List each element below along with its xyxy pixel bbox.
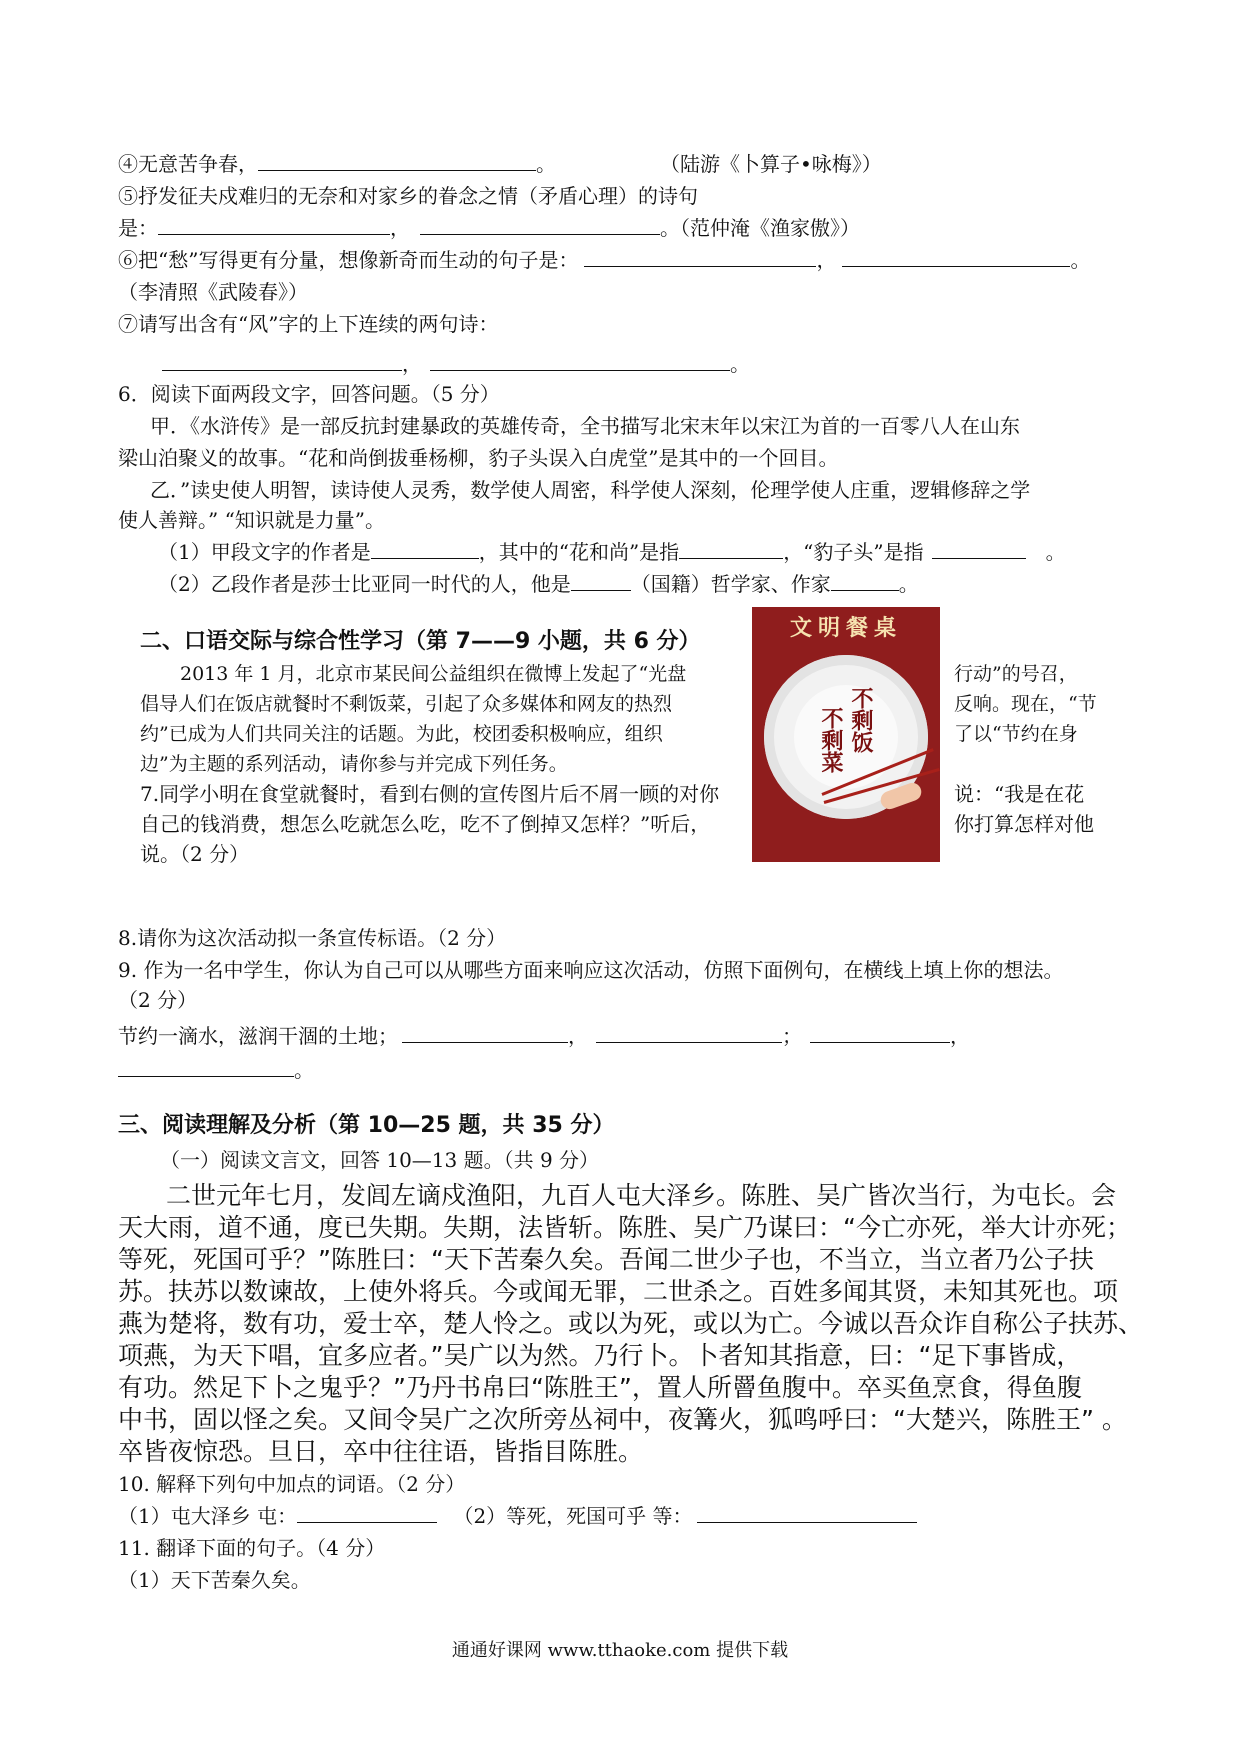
section-2-title: 二、口语交际与综合性学习（第 7——9 小题，共 6 分）: [140, 629, 701, 654]
q10-items: [118, 1502, 917, 1530]
q10: 10. 解释下列句中加点的词语。（2 分）: [118, 1472, 466, 1496]
classical-text-line4: 苏。扶苏以数谏故，上使外将兵。今或闻无罪，二世杀之。百姓多闻其贤，未知其死也。项: [118, 1277, 1119, 1306]
q8: 8.请你为这次活动拟一条宣传标语。（2 分）: [118, 926, 507, 950]
line-text: ，: [950, 1024, 970, 1048]
answer-blank[interactable]: [596, 1024, 782, 1043]
answer-blank[interactable]: [371, 540, 479, 559]
poem-line-7b: [162, 350, 750, 378]
q6-title: 6．阅读下面两段文字，回答问题。（5 分）: [118, 382, 500, 406]
q11-item1: （1）天下苦秦久矣。: [118, 1568, 311, 1592]
line-text: ，: [402, 352, 422, 376]
sec3-subtitle: （一）阅读文言文，回答 10—13 题。（共 9 分）: [160, 1148, 600, 1172]
poem-line-5: ⑤抒发征夫戍难归的无奈和对家乡的眷念之情（矛盾心理）的诗句: [118, 184, 698, 208]
sec2-para-right1: 行动”的号召，: [954, 663, 1078, 685]
q6-jia-line1: 甲．《水浒传》是一部反抗封建暴政的英雄传奇，全书描写北宋末年以宋江为首的一百零八人在山东: [150, 414, 1020, 438]
q6-jia-line2: 梁山泊聚义的故事。“花和尚倒拔垂杨柳，豹子头误入白虎堂”是其中的一个回目。: [118, 446, 839, 470]
answer-blank[interactable]: [430, 352, 730, 371]
poem-line-7: ⑦请写出含有“风”字的上下连续的两句诗：: [118, 312, 499, 336]
poem-source: （李清照《武陵春》）: [118, 280, 308, 304]
line-text: ，其中的“花和尚”是指: [478, 540, 680, 564]
answer-blank[interactable]: [420, 216, 660, 235]
answer-blank[interactable]: [571, 572, 631, 591]
line-text: ，: [568, 1024, 588, 1048]
publicity-poster: [752, 607, 940, 862]
answer-blank[interactable]: [297, 1504, 437, 1523]
poem-line-4: [118, 150, 556, 178]
q7-line2: 自己的钱消费，想怎么吃就怎么吃，吃不了倒掉又怎样？”听后，: [140, 812, 711, 836]
line-text: 。: [898, 572, 919, 596]
classical-text-line2: 天大雨，道不通，度已失期。失期，法皆斩。陈胜、吴广乃谋曰：“今亡亦死，举大计亦死；: [118, 1213, 1131, 1242]
line-text: ，: [816, 248, 837, 272]
answer-blank[interactable]: [402, 1024, 568, 1043]
q9-line1: 9. 作为一名中学生，你认为自己可以从哪些方面来响应这次活动，仿照下面例句，在横线上填上你的想法。: [118, 958, 1064, 982]
line-text: （2）乙段作者是莎士比亚同一时代的人，他是: [158, 572, 571, 596]
q11: 11. 翻译下面的句子。（4 分）: [118, 1536, 386, 1560]
poem-line-6: [118, 246, 1090, 274]
line-text: 。: [1070, 248, 1091, 272]
line-text: （国籍）哲学家、作家: [630, 572, 831, 596]
q6-yi-line1: 乙．”读史使人明智，读诗使人灵秀，数学使人周密，科学使人深刻，伦理学使人庄重，逻辑修辞之学: [150, 478, 1031, 502]
q6-yi-line2: 使人善辩。” “知识就是力量”。: [118, 508, 386, 532]
classical-text-line6: 项燕，为天下唱，宜多应者。”吴广以为然。乃行卜。卜者知其指意，曰：“足下事皆成，: [118, 1341, 1082, 1370]
poster-slogan-2: 不剩菜: [818, 707, 844, 773]
answer-blank[interactable]: [810, 1024, 950, 1043]
classical-text-line7: 有功。然足下卜之鬼乎？”乃丹书帛曰“陈胜王”，置人所罾鱼腹中。卒买鱼烹食，得鱼腹: [118, 1373, 1082, 1402]
q9-line4: [118, 1056, 314, 1084]
answer-blank[interactable]: [679, 540, 783, 559]
poem-line-5b: [118, 214, 860, 242]
q7-line1: 7.同学小明在食堂就餐时，看到右侧的宣传图片后不屑一顾的对你: [140, 782, 720, 806]
classical-text-line5: 燕为楚将，数有功，爱士卒，楚人怜之。或以为死，或以为亡。今诚以吾众诈自称公子扶苏、: [118, 1309, 1144, 1338]
sec2-para-line4: 边”为主题的系列活动，请你参与并完成下列任务。: [140, 753, 568, 775]
answer-blank[interactable]: [842, 248, 1070, 267]
line-text: 。: [536, 152, 556, 176]
classical-text-line1: 二世元年七月，发闾左谪戍渔阳，九百人屯大泽乡。陈胜、吴广皆次当行，为屯长。会: [166, 1181, 1117, 1210]
section-3-title: 三、阅读理解及分析（第 10—25 题，共 35 分）: [118, 1113, 615, 1138]
sec2-para-line3: 约”已成为人们共同关注的话题。为此，校团委积极响应，组织: [140, 723, 663, 745]
line-text: ⑥把“愁”写得更有分量，想像新奇而生动的句子是：: [118, 248, 579, 272]
line-text: 。（范仲淹《渔家傲》）: [660, 216, 860, 240]
answer-blank[interactable]: [831, 572, 899, 591]
q7-line3: 说。（2 分）: [140, 842, 250, 866]
poster-slogan-1: 不剩饭: [848, 687, 874, 753]
sec2-para-right2: 反响。现在，“节: [954, 693, 1097, 715]
line-text: ，“豹子头”是指: [783, 540, 924, 564]
answer-blank[interactable]: [118, 1058, 294, 1077]
answer-blank[interactable]: [932, 540, 1026, 559]
q9-line2: （2 分）: [118, 988, 198, 1012]
line-text: ④无意苦争春，: [118, 152, 258, 176]
line-text: （1）甲段文字的作者是: [158, 540, 371, 564]
line-text: （2）等死，死国可乎 等：: [453, 1504, 693, 1528]
answer-blank[interactable]: [258, 152, 536, 171]
poster-banner: 文明餐桌: [789, 615, 902, 641]
classical-text-line3: 等死，死国可乎？”陈胜曰：“天下苦秦久矣。吾闻二世少子也，不当立，当立者乃公子扶: [118, 1245, 1094, 1274]
line-text: 。: [730, 352, 750, 376]
q6-sub2: [158, 570, 919, 598]
line-text: ；: [782, 1024, 802, 1048]
sec2-para-line1: 2013 年 1 月，北京市某民间公益组织在微博上发起了“光盘: [180, 663, 687, 685]
q9-line3: [118, 1022, 970, 1050]
q6-sub1: [158, 538, 1066, 566]
line-text: 节约一滴水，滋润干涸的土地；: [118, 1024, 398, 1048]
line-text: 。: [294, 1058, 314, 1082]
page-footer: 通通好课网 www.tthaoke.com 提供下载: [451, 1640, 789, 1661]
line-text: 是：: [118, 216, 158, 240]
answer-blank[interactable]: [158, 216, 390, 235]
line-text: ，: [390, 216, 410, 240]
sec2-para-right3: 了以“节约在身: [954, 723, 1078, 745]
classical-text-line9: 卒皆夜惊恐。旦日，卒中往往语，皆指目陈胜。: [118, 1437, 644, 1466]
line-text: 。: [1045, 540, 1066, 564]
q7-line1-right: 说：“我是在花: [954, 782, 1085, 806]
answer-blank[interactable]: [697, 1504, 917, 1523]
answer-blank[interactable]: [162, 352, 402, 371]
line-text: （1）屯大泽乡 屯：: [118, 1504, 298, 1528]
classical-text-line8: 中书，固以怪之矣。又间令吴广之次所旁丛祠中，夜篝火，狐鸣呼曰：“大楚兴，陈胜王” 。: [118, 1405, 1127, 1434]
poem-source: （陆游《卜算子•咏梅》）: [660, 152, 882, 176]
sec2-para-line2: 倡导人们在饭店就餐时不剩饭菜，引起了众多媒体和网友的热烈: [140, 693, 673, 715]
answer-blank[interactable]: [584, 248, 816, 267]
q7-line2-right: 你打算怎样对他: [954, 812, 1094, 836]
